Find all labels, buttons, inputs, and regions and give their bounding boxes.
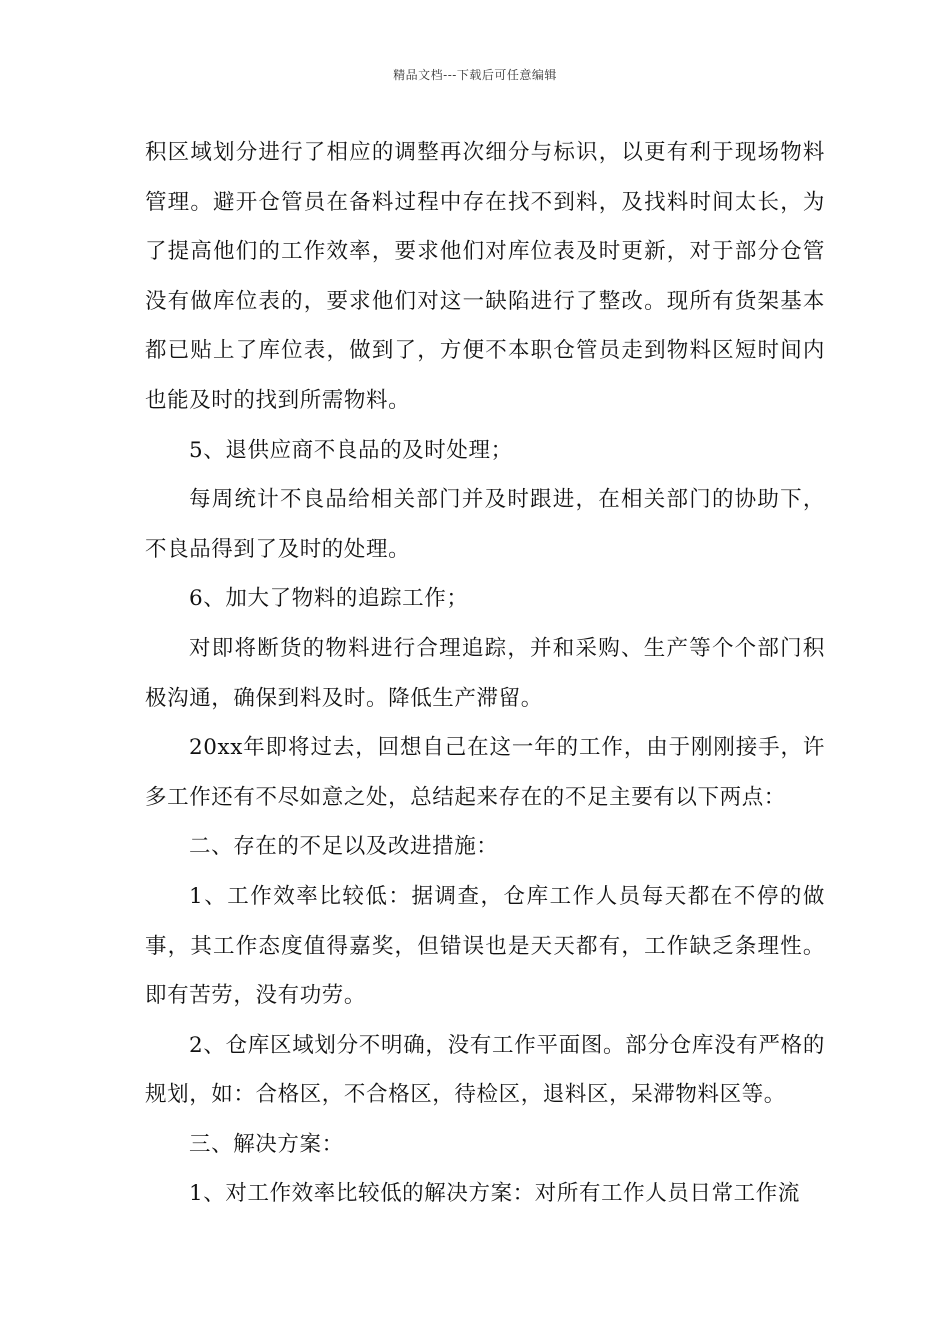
paragraph-7: 1、工作效率比较低：据调查，仓库工作人员每天都在不停的做事，其工作态度值得嘉奖，但错误也是天天都有，工作缺乏条理性。即有苦劳，没有功劳。	[145, 883, 825, 1009]
paragraph-2: 5、退供应商不良品的及时处理；	[189, 437, 513, 463]
document-body	[145, 128, 825, 1219]
paragraph-5: 对即将断货的物料进行合理追踪，并和采购、生产等个个部门积极沟通，确保到料及时。降低生产滞留。	[145, 635, 825, 711]
paragraph-1: 积区域划分进行了相应的调整再次细分与标识，以更有利于现场物料管理。避开仓管员在备料过程中存在找不到料，及找料时间太长，为了提高他们的工作效率，要求他们对库位表及时更新，对于部分仓管没有做库位表的，要求他们对这一缺陷进行了整改。现所有货架基本都已贴上了库位表，做到了，方便不本职仓管员走到物料区短时间内也能及时的找到所需物料。	[145, 140, 825, 413]
paragraph-9: 1、对工作效率比较低的解决方案：对所有工作人员日常工作流	[189, 1181, 800, 1207]
paragraph-8: 2、仓库区域划分不明确，没有工作平面图。部分仓库没有严格的规划，如：合格区，不合格区，待检区，退料区，呆滞物料区等。	[145, 1032, 825, 1108]
paragraph-3: 每周统计不良品给相关部门并及时跟进，在相关部门的协助下，不良品得到了及时的处理。	[145, 487, 825, 562]
paragraph-4: 6、加大了物料的追踪工作；	[189, 586, 469, 612]
section-heading-3: 三、解决方案：	[189, 1131, 344, 1157]
page-header: 精品文档---下载后可任意编辑	[393, 68, 557, 82]
paragraph-6: 20xx年即将过去，回想自己在这一年的工作，由于刚刚接手，许多工作还有不尽如意之处，总结起来存在的不足主要有以下两点：	[145, 735, 825, 810]
section-heading-2: 二、存在的不足以及改进措施：	[189, 834, 499, 860]
